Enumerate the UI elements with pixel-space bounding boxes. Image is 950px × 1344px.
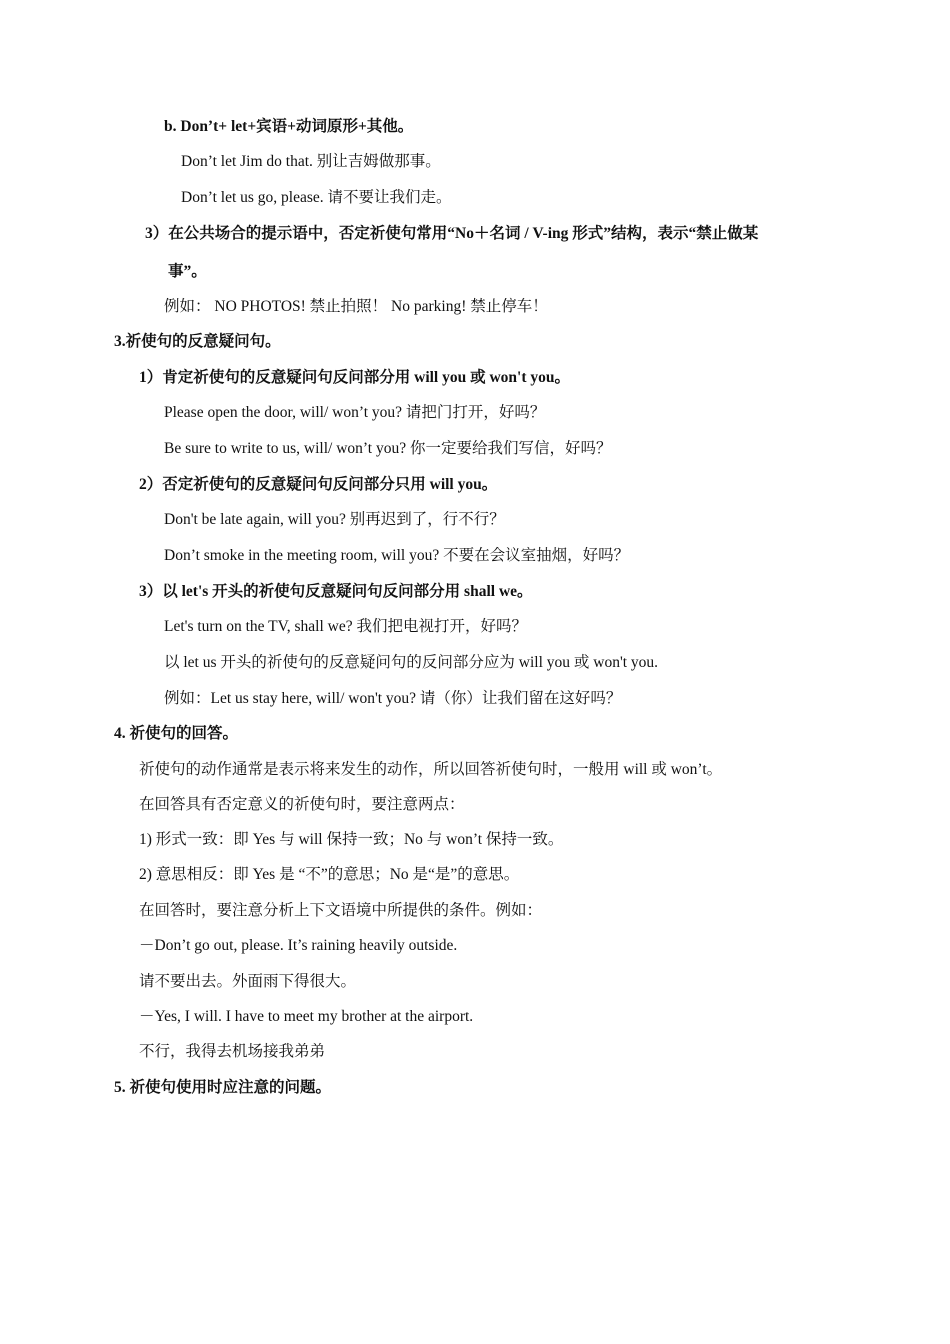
line-b-dont-let-rule: b. Don’t+ let+宾语+动词原形+其他。 xyxy=(164,118,414,135)
line-dialog-translation-2: 不行，我得去机场接我弟弟 xyxy=(139,1043,326,1060)
section-heading-3: 3.祈使句的反意疑问句。 xyxy=(114,333,281,350)
line-rule-3-lets-tag: 3）以 let's 开头的祈使句反意疑问句反问部分用 shall we。 xyxy=(139,583,533,600)
line-rule-3-public-signs: 3）在公共场合的提示语中，否定祈使句常用“No＋名词 / V-ing 形式”结构，表示“禁止做某 xyxy=(145,225,759,242)
line-example-dont-smoke: Don’t smoke in the meeting room, will you? 不要在会议室抽烟，好吗？ xyxy=(164,547,630,564)
line-point-1-form: 1) 形式一致：即 Yes 与 will 保持一致；No 与 won’t 保持一致。 xyxy=(139,831,564,848)
line-let-us-note: 以 let us 开头的祈使句的反意疑问句的反问部分应为 will you 或 won't you. xyxy=(164,654,659,671)
line-context-note: 在回答时，要注意分析上下文语境中所提供的条件。例如： xyxy=(139,902,543,919)
line-example-no-photos: 例如： NO PHOTOS! 禁止拍照！ No parking! 禁止停车！ xyxy=(164,298,548,315)
line-example-turn-on-tv: Let's turn on the TV, shall we? 我们把电视打开，好吗？ xyxy=(164,618,527,635)
line-example-stay-here: 例如：Let us stay here, will/ won't you? 请（你）让我们留在这好吗？ xyxy=(164,690,622,707)
line-example-write-to-us: Be sure to write to us, will/ won’t you? 你一定要给我们写信，好吗？ xyxy=(164,440,612,457)
line-answer-general: 祈使句的动作通常是表示将来发生的动作，所以回答祈使句时，一般用 will 或 won’t。 xyxy=(139,761,723,778)
line-rule-2-negative-tag: 2）否定祈使句的反意疑问句反问部分只用 will you。 xyxy=(139,476,498,493)
section-heading-5: 5. 祈使句使用时应注意的问题。 xyxy=(114,1079,332,1096)
line-dialog-dont-go-out: －Don’t go out, please. It’s raining heavily outside. xyxy=(139,937,458,954)
line-example-let-us-go: Don’t let us go, please. 请不要让我们走。 xyxy=(181,189,452,206)
line-dialog-yes-i-will: －Yes, I will. I have to meet my brother at the airport. xyxy=(139,1008,474,1025)
line-answer-two-points: 在回答具有否定意义的祈使句时，要注意两点： xyxy=(139,796,465,813)
line-example-open-door: Please open the door, will/ won’t you? 请把门打开，好吗？ xyxy=(164,404,546,421)
line-rule-1-positive-tag: 1）肯定祈使句的反意疑问句反问部分用 will you 或 won't you。 xyxy=(139,369,571,386)
line-point-2-meaning: 2) 意思相反：即 Yes 是 “不”的意思；No 是“是”的意思。 xyxy=(139,866,520,883)
section-heading-4: 4. 祈使句的回答。 xyxy=(114,725,239,742)
line-dialog-translation-1: 请不要出去。外面雨下得很大。 xyxy=(139,973,357,990)
line-example-jim: Don’t let Jim do that. 别让吉姆做那事。 xyxy=(181,153,441,170)
line-example-dont-be-late: Don't be late again, will you? 别再迟到了，行不行？ xyxy=(164,511,505,528)
line-rule-3-continued: 事”。 xyxy=(168,263,207,280)
